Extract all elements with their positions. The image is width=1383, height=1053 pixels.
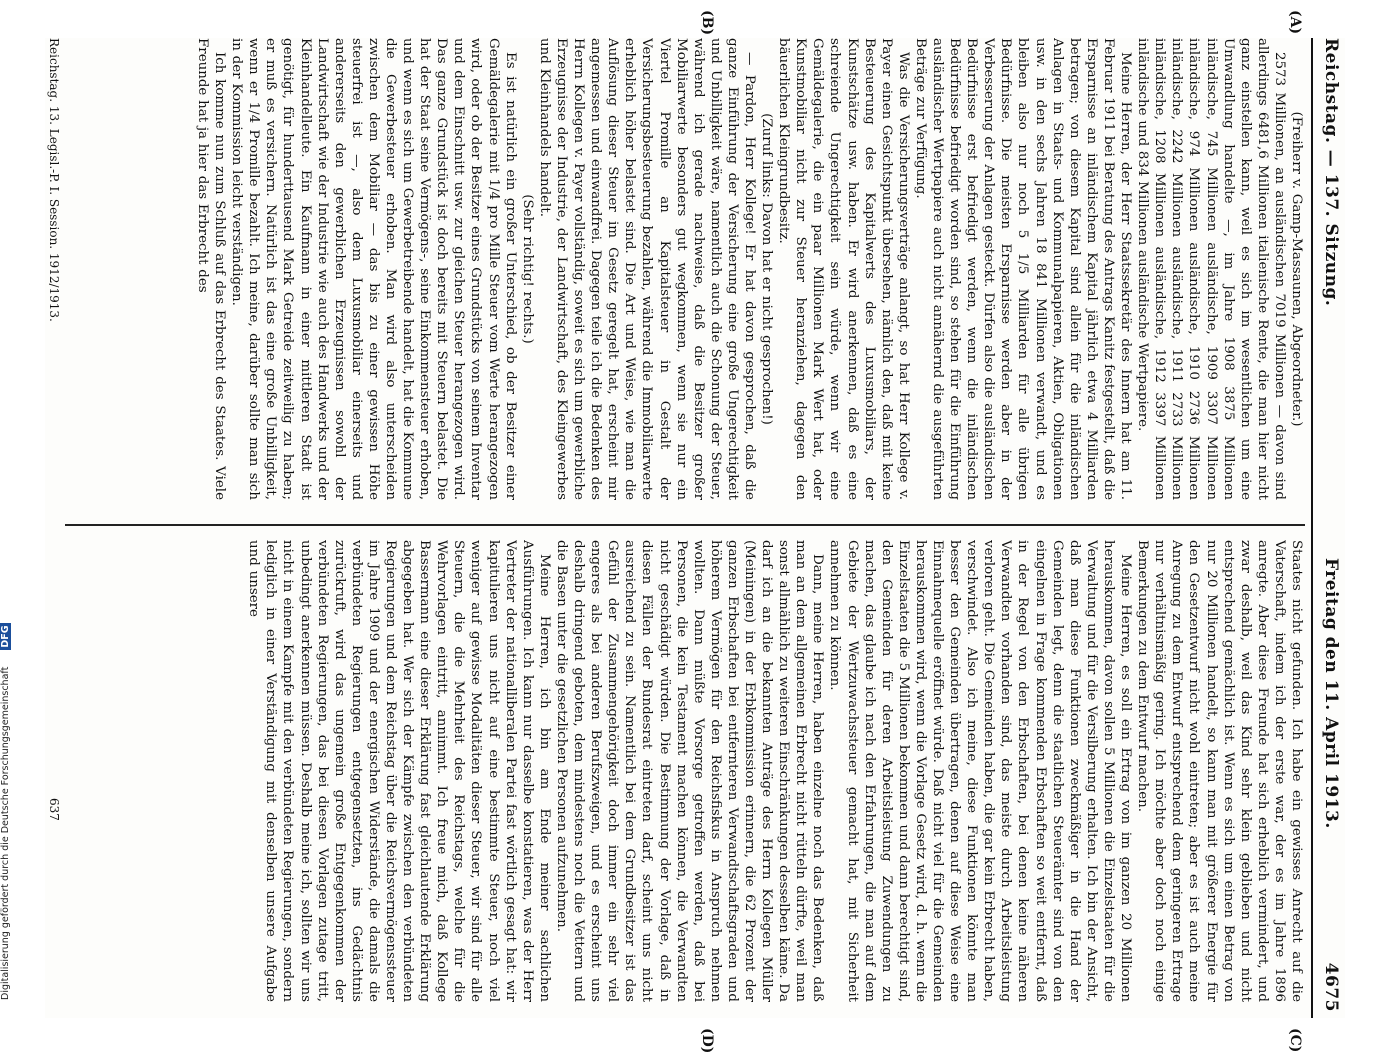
paragraph: Meine Herren, ich bin am Ende meiner sachlichen Ausführungen. Ich kann nur dasselbe konstatieren, was der Herr Vertreter der nationalliberalen Partei fast wörtlich gesagt hat: wir kapitulieren uns nicht auf eine bestimmte Steuer, noch viel weniger auf gewisse Modalitäten dieser Steuer, wir sind für alle Steuern, die die Mehrheit des Reichstags, welche für die Wehrvorlagen eintritt, annimmt. Ich freue mich, daß Kollege Bassermann eine dieser Erklärung fast gleichlautende Erklärung abgegeben hat. Wer sich der Kämpfe zwischen den verbündeten Regierungen und dem Reichstag über die Reichsvermögenssteuer im Jahre 1909 und der energischen Widerstände, die damals die verbündeten Regierungen entgegensetzten, ins Gedächtnis zurückruft, wird das ungemein große Entgegenkommen der verbündeten Regierungen, das bei diesen Vorlagen zutage tritt, unbedingt anerkennen müssen. Deshalb meine ich, sollten wir uns nicht in einem Kampfe mit den verbündeten Regierungen, sondern lediglich in einer Verständigung mit denselben unsere Aufgabe und unsere: [246, 540, 552, 1002]
text-column-right: [65, 540, 1305, 1002]
column-divider: [65, 524, 1305, 526]
margin-marker-c: (C): [1287, 1028, 1303, 1053]
paragraph: Staates nicht gefunden. Ich habe ein gewisses Anrecht auf die Vaterschaft, indem ich der erste war, der es im Jahre 1896 anregte. Aber diese Freunde hat sich erheblich vermindert, und zwar deshalb, weil das Kind sehr klein geblieben und nicht entsprechend gemächlich ist. Wenn es sich um einen Betrag von nur 20 Millionen handelt, so kann man mit größerer Energie für den Gesetzentwurf nicht wohl eintreten; aber es ist auch meine Anregung zu dem Entwurf entsprechend dem geringeren Ertrage nur verhältnismäßig gering. Ich möchte aber doch noch einige Bemerkungen zu dem Entwurf machen.: [1135, 540, 1304, 1002]
paragraph: Was die Versicherungsverträge anlangt, so hat Herr Kollege v. Payer einen Gesichtspunkt übersehen, nämlich den, daß mit keine Besteuerung des Kapitalwerts des Luxusmobiliars, der Kunstschätze usw. haben. Er wird anerkennen, daß es eine schreiende Ungerechtigkeit sein würde, wenn wir eine Gemäldegalerie, die ein paar Millionen Mark Wert hat, oder Kunstmobiliar nicht zur Steuer heranziehen, dagegen den bäuerlichen Kleingrundbesitz.: [776, 38, 911, 500]
paragraph: Es ist natürlich ein großer Unterschied, ob der Besitzer einer Gemäldegalerie mit 1/4 pro Mille Steuer vom Werte herangezogen wird, oder ob der Besitzer eines Grundstücks von seinem Inventar und dem Einschnitt usw. zur gleichen Steuer herangezogen wird. Das ganze Grundstück ist doch bereits mit Steuern belastet. Die hat der Staat seine Vermögens-, seine Einkommensteuer erhoben, und wenn es sich um Gewerbetreibende handelt, hat die Kommune die Gewerbesteuer erhoben. Man wird also unterscheiden zwischen dem Mobiliar — das bis zu einer gewissen Höhe steuerfrei ist —, also dem Luxusmobiliar einerseits und andererseits den gewerblichen Erzeugnissen sowohl der Landwirtschaft wie der Industrie wie auch des Handwerks und der Kleinhandelleute. Ein Kaufmann in einer mittleren Stadt ist genötigt, für hunderttausend Mark Getreide zeitweilig zu haben; er muß es versichern. Natürlich ist das eine große Unbilligkeit, wenn er 1/4 Promille bezahlt. Ich meine, darüber sollte man sich in der Kommission leicht verständigen.: [229, 38, 518, 500]
footer-sheet-number: 637: [47, 798, 61, 821]
digitization-credit: [0, 0, 14, 1000]
page-header: [1311, 38, 1345, 1018]
footer-session: Reichstag. 13. Legisl.-P. I. Session. 1912/1913.: [47, 38, 61, 322]
paragraph: Meine Herren, es soll ein Ertrag von im ganzen 20 Millionen herauskommen, davon sollen 5 Millionen die Einzelstaaten für die Verwaltung und für die Versilberung erhalten. Ich bin der Ansicht, daß man diese Funktionen zweckmäßiger in die Hand der Gemeinden legt, denn die staatlichen Steuerämter sind von den eingelnen in Frage kommenden Erbschaften so weit entfernt, daß in der Regel von den Erbschaften, bei denen keine näheren Verwandten vorhanden sind, das meiste durch Arbeitsleistung verloren geht. Die Gemeinden haben, die gar kein Erbrecht haben, verschwindet. Also ich meine, diese Funktionen könnte man besser den Gemeinden übertragen, denen auf diese Weise eine Einnahmequelle eröffnet würde. Daß nicht viel für die Gemeinden herauskommen wird, wenn die Vorlage Gesetz wird, d. h. wenn die Einzelstaaten die 5 Millionen bekommen und dann berechtigt sind, den Gemeinden für deren Arbeitsleistung Zuwendungen zu machen, das glaube ich nach den Erfahrungen, die man auf dem Gebiete der Wertzuwachssteuer gemacht hat, mit Sicherheit annehmen zu können.: [827, 540, 1134, 1002]
paragraph: Dann, meine Herren, haben einzelne noch das Bedenken, daß man an dem allgemeinen Erbrecht nicht rütteln dürfte, weil man sonst allmählich zu weiteren Einschränkungen desselben käme. Da darf ich an die bekannten Anträge des Herrn Kollegen Müller (Meiningen) in der Erbkommission erinnern, die 62 Prozent der ganzen Erbschaften bei entfernteren Verwandtschaftsgraden und höherem Vermögen für den Reichsfiskus in Anspruch nehmen wollten. Dann müßte Vorsorge getroffen werden, daß bei Personen, die kein Testament machen können, die Verwandten nicht geschädigt würden. Die Bestimmung der Vorlage, daß in diesen Fällen der Bundesrat eintreten darf, scheint uns nicht ausreichend zu sein. Namentlich bei dem Grundbesitzer ist das Gefühl der Zusammengehörigkeit doch immer ein sehr viel engeres als bei anderen Berufszweigen, und es erscheint uns deshalb dringend geboten, dem mindestens noch die Vettern und die Basen unter die gesetzlichen Personen aufzunehmen.: [553, 540, 826, 1002]
interjection: (Sehr richtig! rechts.): [519, 194, 535, 344]
page-number: 4675: [1321, 962, 1341, 1012]
digitization-credit-text: Digitalisierung gefördert durch die Deutsche Forschungsgemeinschaft: [0, 666, 11, 1000]
paragraph: 2573 Millionen, an ausländischen 7019 Millionen — davon sind allerdings 6481,6 Millionen italienische Rente, die man hier nicht ganz einstellen kann, weil es sich im wesentlichen um eine Umwandlung handelte —, im Jahre 1908 3875 Millionen inländische, 745 Millionen ausländische, 1909 3307 Millionen inländische, 974 Millionen ausländische, 1910 2736 Millionen inländische, 2242 Millionen ausländische, 1911 2733 Millionen inländische, 1208 Millionen ausländische, 1912 3397 Millionen inländische und 834 Millionen ausländische Wertpapiere.: [1135, 38, 1287, 500]
margin-marker-a: (A): [1287, 10, 1303, 35]
dfg-logo: DFG: [0, 625, 11, 648]
text-column-left: [65, 38, 1305, 500]
page-title: Reichstag. — 137. Sitzung.: [1321, 38, 1341, 307]
paragraph: Ich komme nun zum Schluß auf das Erbrecht des Staates. Viele Freunde hat ja hier das Erbrecht des: [195, 38, 228, 500]
speaker-line: (Freiherr v. Gamp-Massaunen, Abgeordneter.): [1289, 111, 1304, 427]
margin-marker-d: (D): [699, 1028, 715, 1053]
margin-marker-b: (B): [699, 10, 715, 36]
paragraph: Meine Herren, der Herr Staatssekretär des Innern hat am 11. Februar 1911 bei Beratung des Antrags Kanitz festgestellt, daß die Ersparnisse an inländischem Kapital jährlich etwa 4 Milliarden betragen; von diesem Kapital sind allein für die inländischen Anlagen in Staats- und Kommunalpapieren, Aktien, Obligationen usw. in den sechs Jahren 18 841 Millionen verwandt, und es bleiben also nur noch 5 1/5 Milliarden für alle übrigen Bedürfnisse. Die meisten Ersparnisse werden aber in der Verbesserung der Anlagen gesteckt. Dürfen also die ausländischen Bedürfnisse erst befriedigt werden, wenn die inländischen Bedürfnisse befriedigt worden sind, so stehen für die Einführung ausländischer Wertpapiere auch nicht annähernd die ausgeführten Beträge zur Verfügung.: [912, 38, 1134, 500]
newspaper-page: [45, 10, 1345, 1053]
page-date: Freitag den 11. April 1913.: [1321, 558, 1341, 829]
paragraph: — Pardon, Herr Kollege! Er hat davon gesprochen, daß die ganze Einführung der Versicherung eine große Ungerechtigkeit und Unbilligkeit wäre, namentlich auch die Schonung der Steuer, während ich gerade nachweise, daß die Besitzer großer Mobiliarwerte besonders gut wegkommen, wenn sie nur ein Viertel Promille an Kapitalsteuer in Gestalt der Versicherungsbesteuerung bezahlen, während die Immobiliarwerte erheblich höher belastet sind. Die Art und Weise, wie man die Auflösung dieser Steuer im Gesetz geregelt hat, erscheint mir angemessen und einwandfrei. Dagegen teile ich die Bedenken des Herrn Kollegen v. Payer vollständig, soweit es sich um gewerbliche Erzeugnisse der Industrie, der Landwirtschaft, des Kleingewerbes und Kleinhandels handelt.: [536, 38, 757, 500]
interjection: (Zuruf links: Davon hat er nicht gesprochen!): [759, 113, 775, 425]
